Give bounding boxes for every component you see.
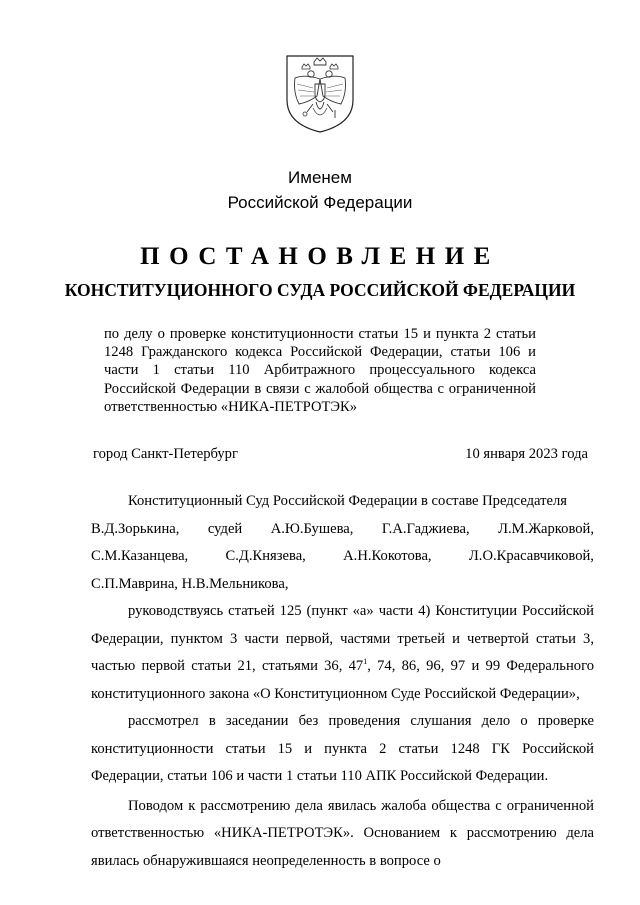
- paragraph-legal-basis: [91, 598, 594, 708]
- date-of-issue: 10 января 2023 года: [465, 446, 588, 462]
- judges-label: судей: [207, 520, 243, 537]
- document-subtitle: КОНСТИТУЦИОННОГО СУДА РОССИЙСКОЙ ФЕДЕРАЦИИ: [64, 280, 576, 300]
- paragraph-considered: рассмотрел в заседании без проведения слушания дело о проверке конституционности статьи 15 и пункта 2 статьи 1248 ГК Российской Федерации, статьи 106 и части 1 статьи 110 АПК Российской Федерации.: [91, 713, 594, 784]
- judge-name: Л.О.Красавчиковой,: [468, 548, 594, 564]
- document-title: ПОСТАНОВЛЕНИЕ: [140, 243, 500, 270]
- coat-of-arms-icon: [283, 52, 357, 134]
- legal-basis-text: руководствуясь статьей 125 (пункт «а» части 4) Конституции Российской Федерации, пунктом 3 части первой, частями третьей и четвертой статьи 3, частью первой статьи 21, статьями 36, 47: [91, 603, 594, 674]
- in-the-name-line2: Российской Федерации: [227, 193, 413, 212]
- judge-name: Л.М.Жарковой,: [498, 520, 594, 537]
- legal-basis-text-end: , 74, 86, 96, 97 и 99 Федерального конституционного закона «О Конституционном Суде Российской Федерации»,: [91, 658, 594, 702]
- document-body: [91, 488, 594, 875]
- judge-name: Г.А.Гаджиева,: [381, 520, 470, 537]
- judges-row-1: [91, 516, 594, 544]
- in-the-name-line1: Именем: [288, 168, 352, 187]
- judge-name: С.М.Казанцева,: [91, 548, 189, 564]
- judge-name: С.Д.Князева,: [225, 548, 306, 564]
- case-description: по делу о проверке конституционности статьи 15 и пункта 2 статьи 1248 Гражданского кодекса Российской Федерации, статьи 106 и части 1 статьи 110 Арбитражного процессуального кодекса Российской Федерации в связи с жалобой общества с ограниченной ответственностью «НИКА-ПЕТРОТЭК»: [104, 326, 536, 415]
- judges-row-3: С.П.Маврина, Н.В.Мельникова,: [91, 575, 289, 592]
- place-of-issue: город Санкт-Петербург: [93, 446, 238, 462]
- paragraph-composition-intro: Конституционный Суд Российской Федерации в составе Председателя: [128, 493, 568, 509]
- judges-row-2: [91, 543, 594, 571]
- judge-name: А.Н.Кокотова,: [343, 548, 432, 564]
- judge-name: А.Ю.Бушева,: [270, 520, 354, 537]
- paragraph-grounds: Поводом к рассмотрению дела явилась жалоба общества с ограниченной ответственностью «НИКА-ПЕТРОТЭК». Основанием к рассмотрению дела явилась обнаружившаяся неопределенность в вопросе о: [91, 797, 594, 869]
- superscript-index: 1: [363, 657, 368, 666]
- judge-name: В.Д.Зорькина,: [91, 520, 180, 537]
